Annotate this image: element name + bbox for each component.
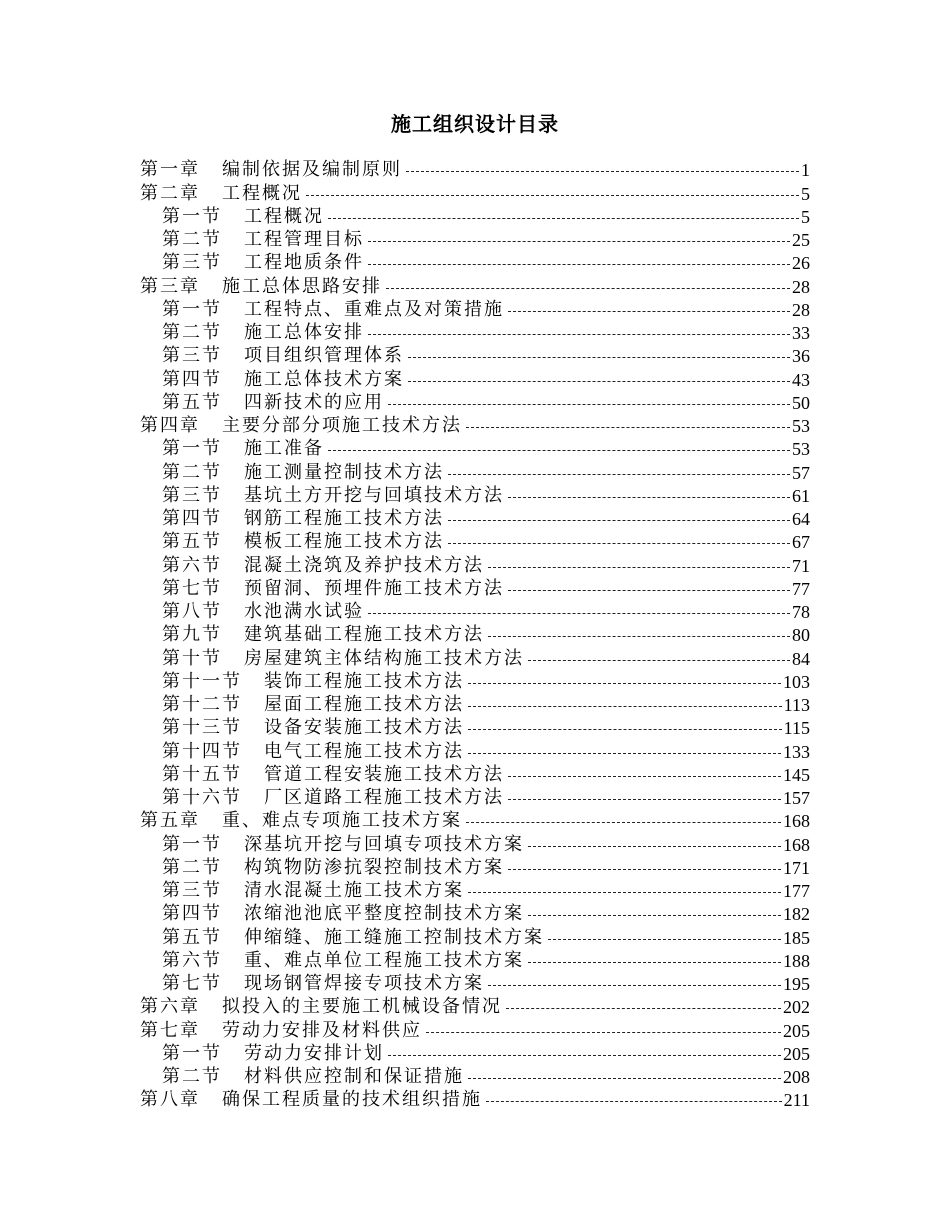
toc-leader-line <box>368 252 790 274</box>
toc-entry-title: 劳动力安排计划 <box>244 1042 384 1064</box>
toc-leader-line <box>506 996 781 1018</box>
toc-entry-title: 建筑基础工程施工技术方法 <box>244 624 484 646</box>
toc-leader-line <box>468 1066 781 1088</box>
toc-entry-title: 拟投入的主要施工机械设备情况 <box>222 996 502 1018</box>
toc-entry-title: 编制依据及编制原则 <box>222 159 402 181</box>
toc-entry[interactable] <box>140 344 810 367</box>
toc-entry-page-number: 103 <box>783 671 810 692</box>
toc-entry-page-number: 157 <box>783 788 810 808</box>
toc-entry[interactable] <box>140 763 810 786</box>
toc-entry[interactable] <box>140 460 810 483</box>
toc-entry[interactable] <box>140 832 810 855</box>
toc-leader-line <box>528 648 790 670</box>
toc-entry-page-number: 43 <box>792 369 810 390</box>
toc-entry-number: 第九节 <box>162 624 222 646</box>
toc-entry-number: 第二节 <box>162 856 222 878</box>
toc-entry-number: 第二章 <box>140 182 200 204</box>
toc-leader-line <box>528 834 781 856</box>
toc-entry-page-number: 67 <box>792 532 810 553</box>
toc-entry-title: 四新技术的应用 <box>244 391 384 413</box>
toc-entry-number: 第十六节 <box>162 787 242 808</box>
toc-entry[interactable] <box>140 646 810 669</box>
toc-entry-title: 工程特点、重难点及对策措施 <box>244 298 504 320</box>
toc-entry-number: 第八节 <box>162 601 222 622</box>
toc-entry-number: 第一节 <box>162 1042 222 1064</box>
toc-entry[interactable] <box>140 205 810 228</box>
toc-entry[interactable] <box>140 414 810 437</box>
toc-leader-line <box>488 973 781 995</box>
toc-entry-title: 重、难点专项施工技术方案 <box>222 810 462 832</box>
toc-leader-line <box>528 903 781 925</box>
toc-entry-page-number: 185 <box>783 927 810 948</box>
toc-entry-title: 构筑物防渗抗裂控制技术方案 <box>244 856 504 878</box>
toc-leader-line <box>508 787 781 809</box>
toc-entry-number: 第四节 <box>162 508 222 529</box>
toc-entry-number: 第七节 <box>162 577 222 599</box>
toc-entry-page-number: 28 <box>792 276 810 297</box>
toc-entry-title: 工程地质条件 <box>244 252 364 274</box>
toc-entry-page-number: 145 <box>783 764 810 785</box>
toc-entry-page-number: 168 <box>783 811 810 832</box>
toc-entry-number: 第七章 <box>140 1019 200 1041</box>
toc-entry-page-number: 211 <box>783 1090 810 1111</box>
toc-leader-line <box>486 1089 782 1111</box>
toc-entry-number: 第一节 <box>162 205 222 227</box>
toc-leader-line <box>468 741 781 763</box>
toc-entry-title: 项目组织管理体系 <box>244 345 404 367</box>
toc-leader-line <box>488 555 790 577</box>
toc-entry-title: 施工准备 <box>244 438 324 460</box>
toc-entry-page-number: 5 <box>801 206 810 227</box>
toc-entry[interactable] <box>140 856 810 879</box>
toc-entry-title: 现场钢管焊接专项技术方案 <box>244 973 484 994</box>
toc-entry-number: 第六章 <box>140 996 200 1018</box>
toc-entry-page-number: 57 <box>792 462 810 483</box>
toc-entry-title: 屋面工程施工技术方法 <box>264 694 464 715</box>
toc-entry-number: 第一章 <box>140 159 200 181</box>
toc-entry[interactable] <box>140 228 810 251</box>
toc-entry-title: 伸缩缝、施工缝施工控制技术方案 <box>244 926 544 948</box>
toc-entry-number: 第十节 <box>162 647 222 669</box>
toc-entry[interactable] <box>140 298 810 321</box>
toc-entry-number: 第二节 <box>162 461 222 483</box>
toc-leader-line <box>466 810 781 832</box>
toc-entry-page-number: 182 <box>783 904 810 925</box>
toc-entry-number: 第五章 <box>140 810 200 832</box>
toc-entry-page-number: 80 <box>792 625 810 646</box>
toc-entry[interactable] <box>140 972 810 995</box>
toc-entry-page-number: 205 <box>783 1043 810 1064</box>
toc-entry-page-number: 1 <box>801 160 810 181</box>
toc-leader-line <box>468 694 782 716</box>
toc-leader-line <box>388 1043 781 1065</box>
toc-entry[interactable] <box>140 158 810 181</box>
toc-entry-page-number: 53 <box>792 439 810 460</box>
toc-entry-number: 第三节 <box>162 484 222 506</box>
toc-entry-number: 第十三节 <box>162 717 242 739</box>
toc-entry-page-number: 115 <box>783 718 810 739</box>
toc-entry-title: 劳动力安排及材料供应 <box>222 1019 422 1041</box>
toc-entry-title: 设备安装施工技术方法 <box>264 717 464 739</box>
toc-entry-page-number: 168 <box>783 834 810 855</box>
toc-entry-page-number: 25 <box>792 230 810 250</box>
toc-entry[interactable] <box>140 577 810 600</box>
toc-entry-page-number: 177 <box>783 881 810 901</box>
toc-entry-page-number: 26 <box>792 253 810 274</box>
toc-entry-number: 第十五节 <box>162 763 242 785</box>
toc-leader-line <box>386 276 790 298</box>
toc-entry-page-number: 71 <box>792 555 810 576</box>
toc-leader-line <box>468 671 781 693</box>
toc-entry-number: 第六节 <box>162 949 222 971</box>
toc-entry[interactable] <box>140 367 810 390</box>
table-of-contents <box>140 158 810 1111</box>
toc-leader-line <box>548 927 781 949</box>
toc-leader-line <box>406 159 799 181</box>
toc-entry-number: 第一节 <box>162 833 222 855</box>
toc-entry-page-number: 5 <box>801 183 810 204</box>
toc-leader-line <box>508 299 790 321</box>
toc-entry-number: 第五节 <box>162 926 222 948</box>
toc-entry-number: 第一节 <box>162 298 222 320</box>
toc-entry-title: 主要分部分项施工技术方法 <box>222 415 462 436</box>
toc-entry-page-number: 53 <box>792 416 810 436</box>
toc-entry-title: 浓缩池池底平整度控制技术方案 <box>244 903 524 925</box>
toc-leader-line <box>328 206 799 228</box>
toc-entry-page-number: 33 <box>792 323 810 343</box>
toc-entry[interactable] <box>140 1018 810 1041</box>
toc-leader-line <box>468 717 782 739</box>
toc-entry-page-number: 188 <box>783 950 810 971</box>
toc-entry-number: 第四节 <box>162 903 222 925</box>
toc-entry[interactable] <box>140 739 810 762</box>
toc-entry-number: 第五节 <box>162 391 222 413</box>
toc-entry-number: 第十四节 <box>162 740 242 762</box>
toc-entry-number: 第八章 <box>140 1089 200 1111</box>
toc-entry[interactable] <box>140 181 810 204</box>
toc-entry-title: 房屋建筑主体结构施工技术方法 <box>244 647 524 669</box>
toc-entry[interactable] <box>140 553 810 576</box>
toc-entry[interactable] <box>140 274 810 297</box>
toc-leader-line <box>528 950 781 972</box>
toc-leader-line <box>468 880 781 902</box>
toc-entry-number: 第三节 <box>162 345 222 367</box>
toc-leader-line <box>368 601 790 623</box>
toc-leader-line <box>328 438 790 460</box>
toc-entry-number: 第三章 <box>140 275 200 297</box>
toc-entry[interactable] <box>140 693 810 716</box>
toc-entry-title: 装饰工程施工技术方法 <box>264 670 464 692</box>
toc-leader-line <box>388 392 790 414</box>
toc-entry-number: 第五节 <box>162 531 222 553</box>
toc-entry[interactable] <box>140 507 810 530</box>
toc-entry-number: 第一节 <box>162 438 222 460</box>
toc-leader-line <box>508 764 781 786</box>
toc-entry-page-number: 77 <box>792 578 810 599</box>
toc-entry-title: 清水混凝土施工技术方案 <box>244 880 464 901</box>
toc-entry-page-number: 133 <box>783 741 810 762</box>
toc-entry-title: 工程概况 <box>244 205 324 227</box>
toc-entry-number: 第四章 <box>140 415 200 436</box>
toc-leader-line <box>466 415 790 437</box>
toc-entry-number: 第二节 <box>162 322 222 343</box>
toc-entry[interactable] <box>140 786 810 809</box>
toc-entry-page-number: 113 <box>783 695 810 715</box>
toc-entry[interactable] <box>140 484 810 507</box>
toc-entry-page-number: 61 <box>792 485 810 506</box>
toc-entry-page-number: 50 <box>792 392 810 413</box>
toc-entry[interactable] <box>140 391 810 414</box>
toc-leader-line <box>306 183 799 205</box>
toc-entry-number: 第二节 <box>162 1066 222 1087</box>
toc-entry-page-number: 195 <box>783 974 810 994</box>
toc-entry-page-number: 36 <box>792 346 810 367</box>
toc-entry-title: 材料供应控制和保证措施 <box>244 1066 464 1087</box>
toc-leader-line <box>368 229 790 251</box>
toc-entry[interactable] <box>140 809 810 832</box>
toc-entry-title: 电气工程施工技术方法 <box>264 740 464 762</box>
toc-entry-title: 工程管理目标 <box>244 229 364 250</box>
toc-entry-title: 水池满水试验 <box>244 601 364 622</box>
toc-entry-title: 施工总体安排 <box>244 322 364 343</box>
toc-entry-title: 重、难点单位工程施工技术方案 <box>244 949 524 971</box>
toc-entry[interactable] <box>140 1065 810 1088</box>
toc-entry-title: 确保工程质量的技术组织措施 <box>222 1089 482 1111</box>
toc-entry[interactable] <box>140 670 810 693</box>
toc-leader-line <box>426 1020 781 1042</box>
toc-leader-line <box>448 462 790 484</box>
toc-entry[interactable] <box>140 321 810 344</box>
toc-entry-title: 施工总体思路安排 <box>222 275 382 297</box>
toc-entry-page-number: 84 <box>792 648 810 669</box>
toc-entry-title: 施工测量控制技术方法 <box>244 461 444 483</box>
toc-entry-number: 第四节 <box>162 368 222 390</box>
toc-leader-line <box>368 322 790 344</box>
toc-entry-page-number: 64 <box>792 509 810 529</box>
toc-entry[interactable] <box>140 925 810 948</box>
toc-entry-title: 钢筋工程施工技术方法 <box>244 508 444 529</box>
toc-entry-number: 第二节 <box>162 229 222 250</box>
toc-entry-title: 工程概况 <box>222 182 302 204</box>
toc-leader-line <box>408 369 790 391</box>
toc-entry-number: 第七节 <box>162 973 222 994</box>
toc-entry[interactable] <box>140 437 810 460</box>
toc-entry-title: 基坑土方开挖与回填技术方法 <box>244 484 504 506</box>
toc-entry-title: 模板工程施工技术方法 <box>244 531 444 553</box>
toc-leader-line <box>448 508 790 530</box>
toc-entry-page-number: 205 <box>783 1020 810 1041</box>
toc-entry[interactable] <box>140 1088 810 1111</box>
toc-leader-line <box>408 345 790 367</box>
toc-entry-page-number: 28 <box>792 299 810 320</box>
toc-entry[interactable] <box>140 902 810 925</box>
toc-entry[interactable] <box>140 1042 810 1065</box>
toc-entry[interactable] <box>140 716 810 739</box>
toc-entry-number: 第十二节 <box>162 694 242 715</box>
toc-entry-title: 施工总体技术方案 <box>244 368 404 390</box>
toc-entry-number: 第六节 <box>162 554 222 576</box>
toc-leader-line <box>508 578 790 600</box>
toc-entry-page-number: 78 <box>792 602 810 622</box>
toc-entry-title: 混凝土浇筑及养护技术方法 <box>244 554 484 576</box>
toc-entry[interactable] <box>140 251 810 274</box>
toc-entry-number: 第十一节 <box>162 670 242 692</box>
toc-entry-number: 第三节 <box>162 880 222 901</box>
toc-entry-page-number: 208 <box>783 1067 810 1087</box>
toc-entry[interactable] <box>140 623 810 646</box>
toc-leader-line <box>488 624 790 646</box>
page-title: 施工组织设计目录 <box>391 112 559 136</box>
toc-entry-title: 预留洞、预埋件施工技术方法 <box>244 577 504 599</box>
toc-entry-page-number: 202 <box>783 997 810 1018</box>
toc-entry[interactable] <box>140 530 810 553</box>
toc-entry-title: 厂区道路工程施工技术方法 <box>264 787 504 808</box>
toc-entry-title: 深基坑开挖与回填专项技术方案 <box>244 833 524 855</box>
toc-entry-page-number: 171 <box>783 857 810 878</box>
toc-entry-title: 管道工程安装施工技术方法 <box>264 763 504 785</box>
toc-entry[interactable] <box>140 995 810 1018</box>
toc-entry-number: 第三节 <box>162 252 222 274</box>
toc-entry[interactable] <box>140 949 810 972</box>
toc-leader-line <box>508 857 781 879</box>
toc-leader-line <box>508 485 790 507</box>
toc-leader-line <box>448 531 790 553</box>
toc-entry[interactable] <box>140 600 810 623</box>
toc-entry[interactable] <box>140 879 810 902</box>
